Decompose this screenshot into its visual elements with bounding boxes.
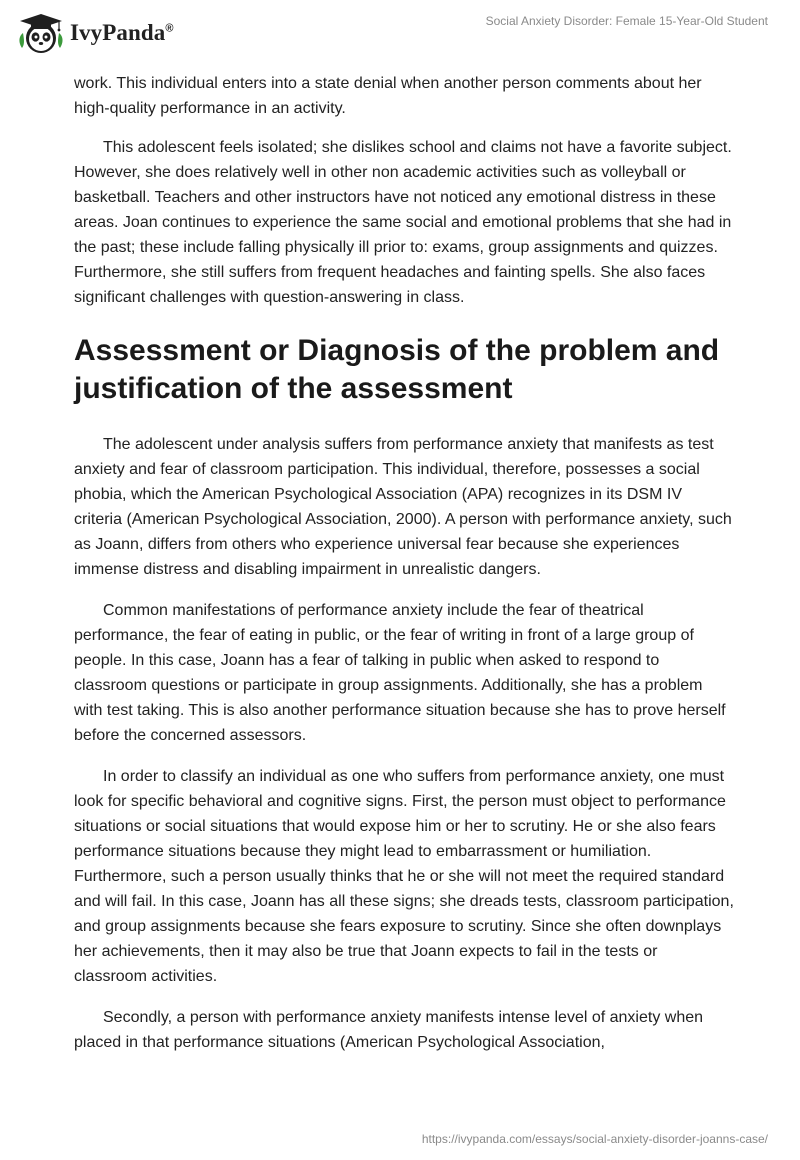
paragraph: This adolescent feels isolated; she dislikes school and claims not have a favorite subject. However, she does relatively well in other non academic activities such as volleyball or basketball. Teachers and other instructors have not noticed any emotional distress in these areas. Joan continues to experience the same social and emotional problems that she had in the past; these include falling physically ill prior to: exams, group assignments and quizzes. Furthermore, she still suffers from frequent headaches and fainting spells. She also faces significant challenges with question-answering in class. (74, 139, 732, 306)
paragraph: work. This individual enters into a state denial when another person comments about her high-quality performance in an activity. (74, 75, 702, 117)
ivypanda-logo-link[interactable] (16, 8, 174, 58)
paragraph: Common manifestations of performance anxiety include the fear of theatrical performance, the fear of eating in public, or the fear of writing in front of a large group of people. In this case, Joann has a fear of talking in public when asked to respond to classroom questions or participate in group assignments. Additionally, she has a problem with test taking. This is also another performance situation because she has to prove herself before the concerned assessors. (74, 602, 726, 744)
page-header (0, 0, 800, 70)
paragraph: Secondly, a person with performance anxiety manifests intense level of anxiety when placed in that performance situations (American Psychological Association, (74, 1009, 704, 1051)
paragraph: The adolescent under analysis suffers from performance anxiety that manifests as test anxiety and fear of classroom participation. This individual, therefore, possesses a social phobia, which the American Psychological Association (APA) recognizes in its DSM IV criteria (American Psychological Association, 2000). A person with performance anxiety, such as Joann, differs from others who experience universal fear because she experiences immense distress and disabling impairment in unrealistic dangers. (74, 436, 732, 578)
essay-content (74, 71, 734, 1071)
source-url-link[interactable]: https://ivypanda.com/essays/social-anxiety-disorder-joanns-case/ (421, 1132, 768, 1146)
document-title: Social Anxiety Disorder: Female 15-Year-Old Student (485, 14, 768, 28)
logo-text (70, 20, 174, 46)
paragraph: In order to classify an individual as one who suffers from performance anxiety, one must look for specific behavioral and cognitive signs. First, the person must object to performance situations or social situations that would expose him or her to scrutiny. He or she also fears performance situations because they might lead to embarrassment or humiliation. Furthermore, such a person usually thinks that he or she will not meet the required standard and will fail. In this case, Joann has all these signs; she dreads tests, classroom participation, and group assignments because she fears exposure to scrutiny. Since she often downplays her achievements, then it may also be true that Joann expects to fail in the tests or classroom activities. (74, 768, 734, 985)
registered-mark: ® (165, 22, 174, 35)
logo-wordmark: IvyPanda (70, 20, 166, 45)
section-heading: Assessment or Diagnosis of the problem and justification of the assessment (74, 334, 720, 405)
panda-graduate-icon (16, 8, 66, 58)
